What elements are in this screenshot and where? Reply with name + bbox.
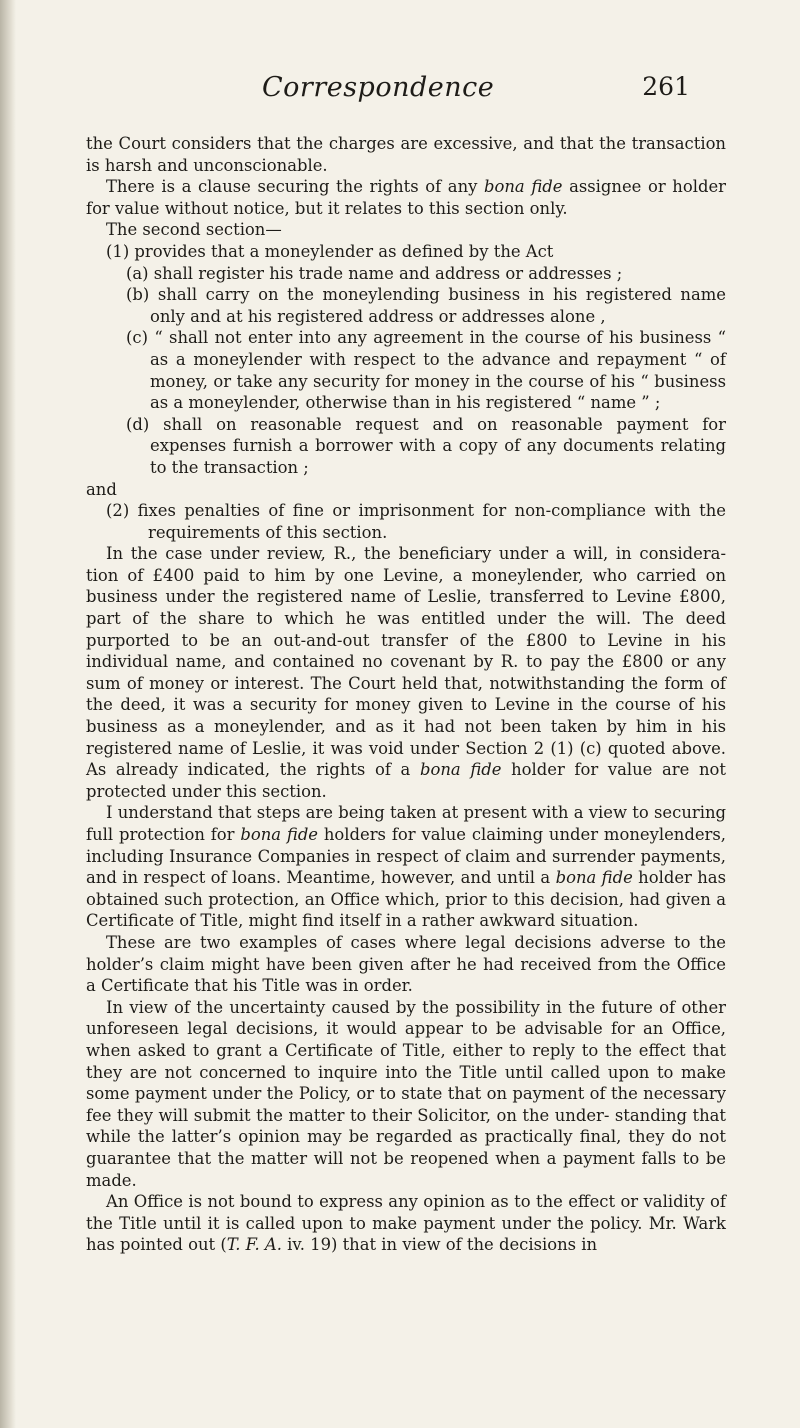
paragraph-office-not-bound xyxy=(86,1191,726,1256)
list-item-2: (2) fixes penalties of fine or imprisonment for non-compliance with the requirements of this section. xyxy=(106,501,726,542)
text-run: I understand that steps are being taken at present with a view to securing full protection for xyxy=(86,803,726,844)
italic-term: bona fide xyxy=(419,760,502,780)
paragraph-case-review xyxy=(86,543,726,802)
list-item-b: (b) shall carry on the moneylending business in his registered name only and at his registered address or addresses alone , xyxy=(126,285,726,326)
text-run: holder for value are not protected under this section. xyxy=(86,760,726,801)
body-text xyxy=(86,133,726,1256)
text-run: holders for value claiming under moneylenders, including Insurance Companies in respect of claim and surrender payments, and in respect of loans. Meantime, however, and until a xyxy=(86,825,726,888)
italic-term: bona fide xyxy=(484,177,563,197)
text-run: In the case under review, R., the beneficiary under a will, in considera- tion of £400 paid to him by one Levine, a moneylender, who carried on business under the registered name of Leslie, transferred to Levine £800, part of the share to which he was entitled under the will. The deed purported to be an out-and-out transfer of the £800 to Levine in his individual name, and contained no covenant by R. to pay the £800 or any sum of money or interest. The Court held that, notwithstanding the form of the deed, it was a security for money given to Levine in the course of his business as a moneylender, and as it had not been taken by him in his registered name of Leslie, it was void under Section 2 (1) (c) quoted above. As already indicated, the rights of a xyxy=(86,544,726,780)
paragraph-second-section: The second section— xyxy=(106,220,282,240)
running-title: Correspondence xyxy=(262,72,495,103)
italic-term: bona fide xyxy=(555,868,633,888)
text-run: An Office is not bound to express any opinion as to the effect or validity of the Title until it is called upon to make payment under the policy. Mr. Wark has pointed out ( xyxy=(86,1192,726,1255)
italic-term: bona fide xyxy=(240,825,319,844)
paragraph-continued: the Court considers that the charges are excessive, and that the transaction is harsh and unconscionable. xyxy=(86,134,726,175)
paragraph-uncertainty: In view of the uncertainty caused by the possibility in the future of other unforeseen legal decisions, it would appear to be advisable for an Office, when asked to grant a Certificate of Title, either to reply to the effect that they are not concerned to inquire into the Title until called upon to make some payment under the Policy, or to state that on payment of the necessary fee they will submit the matter to their Solicitor, on the under- standing that while the latter’s opinion may be regarded as practically final, they do not guarantee that the matter will not be reopened when a payment falls to be made. xyxy=(86,997,726,1190)
list-item-1: (1) provides that a moneylender as defined by the Act xyxy=(106,241,554,261)
page-number: 261 xyxy=(642,72,690,101)
paragraph-bona-fide-clause xyxy=(86,176,726,219)
text-run: There is a clause securing the rights of any xyxy=(106,177,485,197)
paragraph-protection-steps xyxy=(86,802,726,932)
list-item-d: (d) shall on reasonable request and on reasonable payment for expenses furnish a borrower with a copy of any documents relating to the transaction ; xyxy=(126,414,726,477)
text-run: iv. 19) that in view of the decisions in xyxy=(281,1235,598,1255)
running-head xyxy=(0,72,800,108)
paragraph-two-examples: These are two examples of cases where legal decisions adverse to the holder’s claim might have been given after he had received from the Office a Certificate that his Title was in order. xyxy=(86,932,726,996)
list-item-a: (a) shall register his trade name and address or addresses ; xyxy=(126,263,623,283)
conjunction-and: and xyxy=(86,479,117,499)
text-run: holder has obtained such protection, an Office which, prior to this decision, had given a Certificate of Title, might find itself in a rather awkward situation. xyxy=(86,868,726,931)
italic-citation: T. F. A. xyxy=(226,1235,282,1255)
list-item-c: (c) “ shall not enter into any agreement in the course of his business “ as a moneylender with respect to the advance and repayment “ of money, or take any security for money in the course of his “ business as a moneylender, otherwise than in his registered “ name ” ; xyxy=(126,328,726,413)
text-run: assignee or holder for value without notice, but it relates to this section only. xyxy=(86,177,726,218)
